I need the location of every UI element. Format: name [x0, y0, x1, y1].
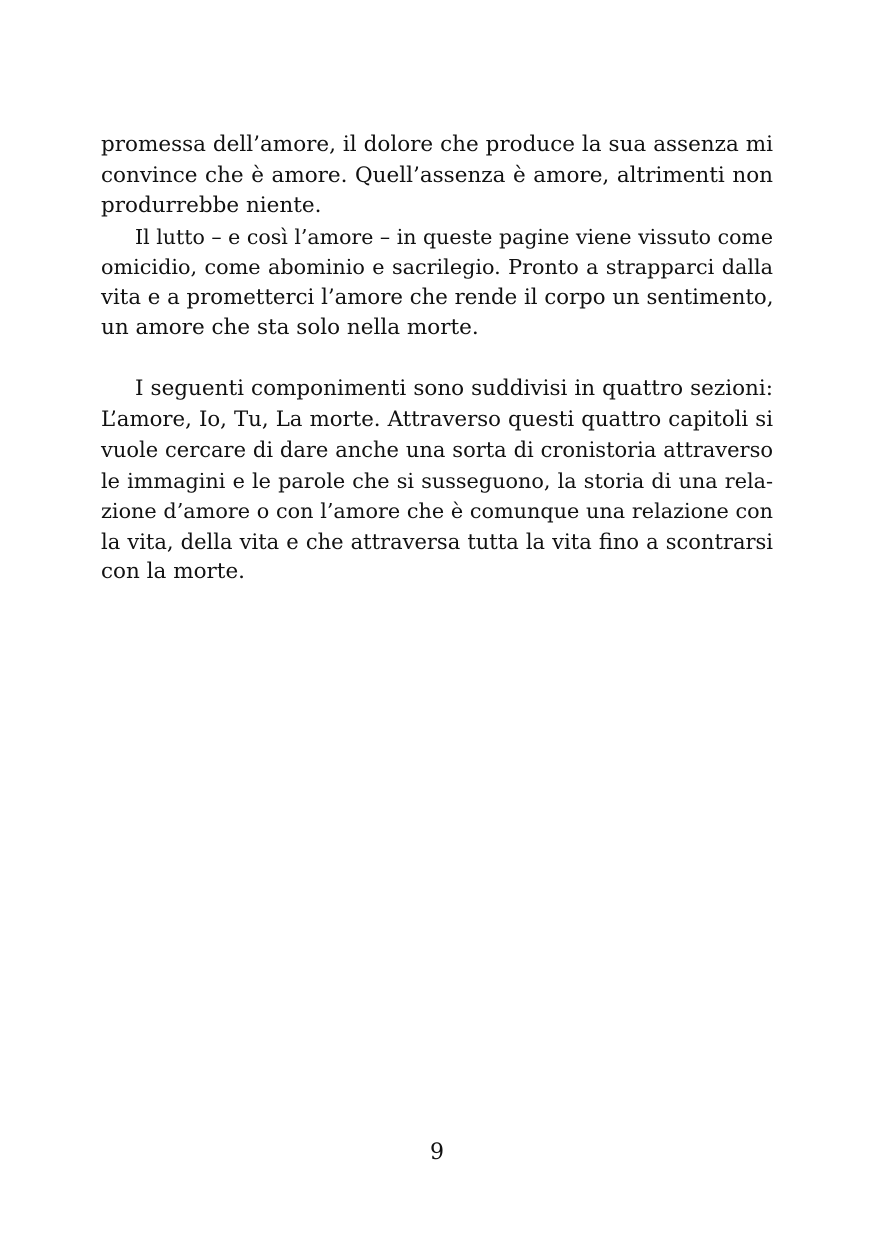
- text-line: promessa dell’amore, il dolore che produce la sua assenza mi: [101, 132, 773, 157]
- paragraph-2: [101, 222, 773, 344]
- text-line: convince che è amore. Quell’assenza è amore, altrimenti non: [101, 162, 773, 188]
- text-line: zione d’amore o con l’amore che è comunque una relazione con: [101, 499, 773, 523]
- text-line: L’amore, Io, Tu, La morte. Attraverso questi quattro capitoli si: [101, 406, 773, 432]
- text-line: con la morte.: [101, 559, 246, 584]
- paragraph-3: [101, 374, 773, 588]
- text-line: I seguenti componimenti sono suddivisi in quattro sezioni:: [135, 376, 773, 401]
- text-line: le immagini e le parole che si susseguono, la storia di una rela-: [101, 468, 773, 493]
- text-line: vita e a prometterci l’amore che rende il corpo un sentimento,: [101, 284, 774, 310]
- paragraph-1: [101, 130, 773, 222]
- paragraph-spacer: [101, 344, 773, 375]
- text-line: un amore che sta solo nella morte.: [101, 315, 479, 340]
- text-line: produrrebbe niente.: [101, 193, 322, 218]
- text-line: Il lutto – e così l’amore – in queste pagine viene vissuto come: [135, 224, 773, 249]
- body-text: [101, 130, 773, 588]
- text-line: vuole cercare di dare anche una sorta di cronistoria attraverso: [101, 438, 773, 462]
- text-line: omicidio, come abominio e sacrilegio. Pronto a strapparci dalla: [101, 255, 773, 279]
- page-number: 9: [430, 1140, 444, 1165]
- text-line: la vita, della vita e che attraversa tutta la vita fino a scontrarsi: [101, 529, 773, 554]
